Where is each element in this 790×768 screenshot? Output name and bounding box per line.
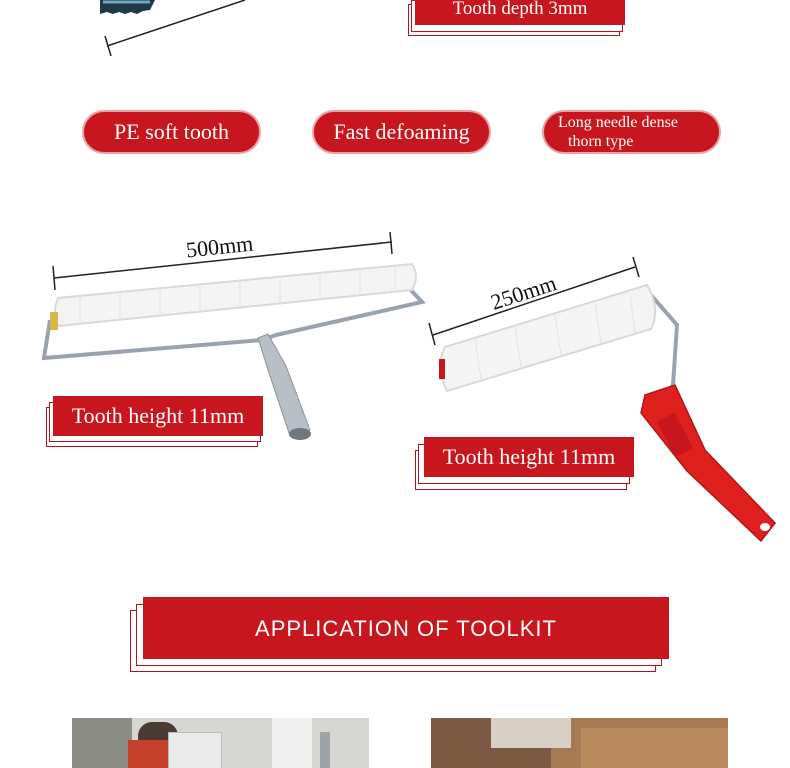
feature-label: PE soft tooth xyxy=(114,119,229,144)
large-roller-tooth-label xyxy=(46,397,264,449)
large-roller-dimension: 500mm xyxy=(184,230,255,263)
feature-label-line1: Long needle dense xyxy=(558,114,678,131)
section-title: APPLICATION OF TOOLKIT xyxy=(255,616,557,641)
application-section-header xyxy=(130,598,670,674)
feature-badge-pe-soft-tooth xyxy=(84,112,259,152)
small-roller-tooth-text: Tooth height 11mm xyxy=(442,444,616,469)
feature-badge-long-needle xyxy=(544,112,719,152)
tooth-depth-text: Tooth depth 3mm xyxy=(452,0,588,19)
large-roller-tooth-text: Tooth height 11mm xyxy=(71,403,245,428)
tooth-depth-label xyxy=(408,0,626,40)
feature-label-line2: thorn type xyxy=(568,133,634,150)
application-photo-right xyxy=(431,718,728,768)
small-roller-tooth-label xyxy=(415,438,635,490)
small-roller-dimension: 250mm xyxy=(487,270,560,315)
application-photo-left xyxy=(72,718,369,768)
small-spiked-roller-image xyxy=(425,255,790,550)
feature-badge-fast-defoaming xyxy=(314,112,489,152)
notched-trowel-illustration xyxy=(95,0,275,62)
feature-label: Fast defoaming xyxy=(333,119,470,144)
